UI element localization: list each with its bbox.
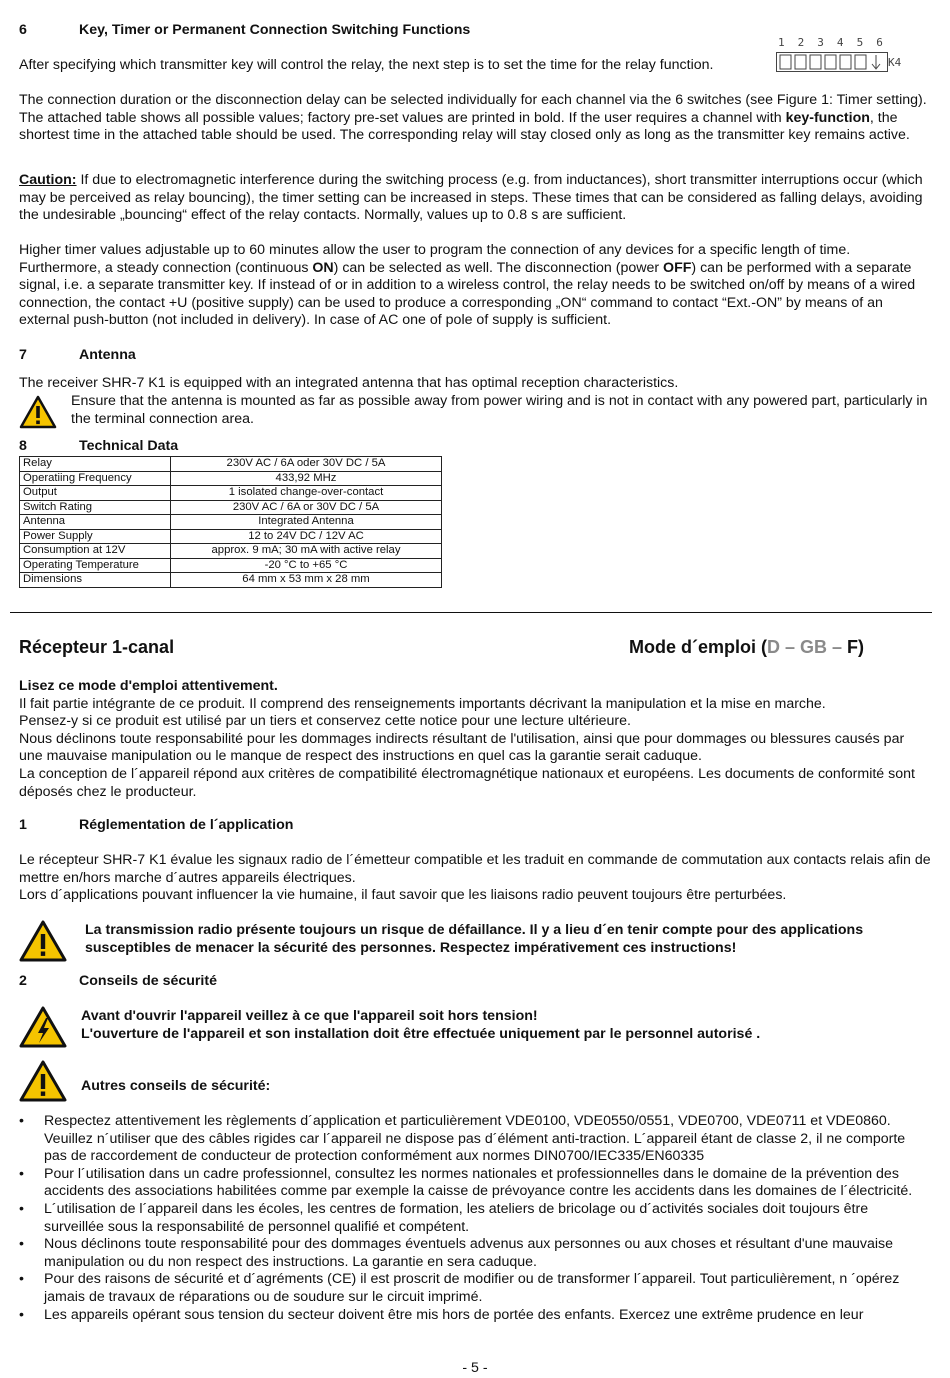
fr-intro [19,678,931,801]
lang-d: D [767,637,780,657]
table-row [20,471,442,486]
section-title: Antenna [79,347,136,363]
table-cell: Dimensions [20,573,171,588]
caution-label: Caution: [19,172,77,188]
fr-title: Récepteur 1-canal [19,637,175,657]
table-cell: 433,92 MHz [171,471,442,486]
section-title: Technical Data [79,438,179,454]
list-item: • L´utilisation de l´appareil dans les écoles, les centres de formation, les ateliers de bricolage ou d´activités sociales doit toujours être surveillée sous la responsabilité de personnel qualifié et compétent. [19,1201,931,1236]
electric-warning-icon [19,1006,67,1048]
section-7-heading [19,347,931,365]
technical-data-table [19,456,442,588]
table-cell: Operating Temperature [20,558,171,573]
list-item: • Nous déclinons toute responsabilité pour des dommages éventuels advenus aux personnes ou aux choses et résultant d'une mauvaise manipulation ou du non respect des instructions. La garantie en sera caduque. [19,1236,931,1271]
paragraph [19,92,931,145]
fr-section-2-heading [19,973,931,991]
table-row [20,529,442,544]
section-title: Conseils de sécurité [79,973,217,989]
section-number: 8 [19,438,27,454]
table-row [20,486,442,501]
section-8-heading [19,438,931,456]
warning-icon [19,395,57,429]
table-row [20,515,442,530]
dip-switch-numbers: 1 2 3 4 5 6 [778,36,887,49]
warning-line: L'ouverture de l'appareil et son installation doit être effectuée uniquement par le personnel autorisé . [81,1025,761,1042]
section-number: 1 [19,817,27,833]
table-cell: 1 isolated change-over-contact [171,486,442,501]
section-7-para-1 [19,375,931,393]
paragraph: Pensez-y si ce produit est utilisé par un tiers et conservez cette notice pour une lecture ultérieure. [19,713,631,730]
text: , the shortest time in the attached table should be used. The corresponding relay will stay closed only as long as the transmitter key remains active. [19,109,910,144]
separator: – [827,637,848,657]
table-cell: 12 to 24V DC / 12V AC [171,529,442,544]
table-cell: Consumption at 12V [20,544,171,559]
table-cell: Integrated Antenna [171,515,442,530]
intro-bold: Lisez ce mode d'emploi attentivement. [19,678,278,694]
bold-text: OFF [663,259,692,276]
bold-text: key-function [785,109,870,126]
warning-icon [19,920,67,962]
section-number: 6 [19,22,27,38]
table-cell: 230V AC / 6A oder 30V DC / 5A [171,457,442,472]
table-cell: Output [20,486,171,501]
table-row [20,457,442,472]
text: ) can be performed with a separate signal, i.e. a separate transmitter key. If instead of or in addition to a wireless control, the relay needs to be switched on/off by means of a wired connection, the contact +U (positive supply) can be used to produce a corresponding „ON“ command to contact “Ext.-ON” by means of an external push-button (not included in delivery). In case of AC one of pole of supply is sufficient. [19,259,916,329]
text: ) can be selected as well. The disconnection (power [333,259,664,276]
section-6-para-2 [19,92,931,145]
table-cell: approx. 9 mA; 30 mA with active relay [171,544,442,559]
table-row [20,544,442,559]
paragraph: La conception de l´appareil répond aux critères de compatibilité électromagnétique nationaux et européens. Les documents de conformité sont déposés chez le producteur. [19,765,915,800]
paragraph: The receiver SHR-7 K1 is equipped with an integrated antenna that has optimal reception characteristics. [19,375,679,391]
table-row [20,500,442,515]
text: If due to electromagnetic interference during the switching process (e.g. from inductances), short transmitter interruptions occur (which may be perceived as relay bouncing), the timer setting can be increased in steps. These times that can be considered as falling delays, avoiding the undesirable „bouncing“ effect of the relay contacts. Normally, values up to 0.8 s are sufficient. [19,172,923,224]
table-cell: Antenna [20,515,171,530]
table-row [20,573,442,588]
section-6-para-3 [19,242,931,330]
list-item: • Respectez attentivement les règlements d´application et particulièrement VDE0100, VDE0550/0551, VDE0700, VDE0711 et VDE0860. Veuillez n´utiliser que des câbles rigides car l´appareil ne dispose pas d´élément anti-traction. L´appareil étant de classe 2, il ne comporte pas de raccordement de conducteur de protection conformément aux normes DIN0700/IEC335/EN60335 [19,1113,931,1166]
section-title: Réglementation de l´application [79,817,294,833]
dip-switch-icon [776,52,888,72]
table-cell: Switch Rating [20,500,171,515]
dip-switch-figure [776,34,916,76]
table-cell: Power Supply [20,529,171,544]
section-number: 7 [19,347,27,363]
text: Higher timer values adjustable up to 60 minutes allow the user to program the connection of any devices for a specific length of time. Furthermore, a steady connection (continuous [19,242,851,276]
fr-safety-list [19,1113,931,1324]
paragraph: Ensure that the antenna is mounted as far as possible away from power wiring and is not in contact with any powered part, particularly in the terminal connection area. [71,393,928,427]
caution-paragraph [19,172,931,225]
list-item: • Pour des raisons de sécurité et d´agréments (CE) il est proscrit de modifier ou de transformer l´appareil. Tout particulièrement, n ´opérez jamais de travaux de réparations ou de soudure sur le circuit imprimé. [19,1271,931,1306]
table-cell: Operatiing Frequency [20,471,171,486]
fr-section-1-text [19,852,931,905]
separator: – [780,637,801,657]
fr-warning-text: La transmission radio présente toujours un risque de défaillance. Il y a lieu d´en tenir compte pour des applications susceptibles de menacer la sécurité des personnes. Respectez impérativement ces instructions! [85,922,864,956]
table-cell: -20 °C to +65 °C [171,558,442,573]
section-number: 2 [19,973,27,989]
paragraph: After specifying which transmitter key will control the relay, the next step is to set the time for the relay function. [19,57,714,73]
fr-other-safety-heading: Autres conseils de sécurité: [81,1078,271,1094]
text: Mode d´emploi ( [629,637,767,657]
section-divider [10,612,932,613]
table-cell: Relay [20,457,171,472]
bold-text: ON [312,259,334,276]
table-row [20,558,442,573]
text: The connection duration or the disconnection delay can be selected individually for each channel via the 6 switches (see Figure 1: Timer setting). The attached table shows all possible values; factory pre-set values are printed in bold. If the user requires a channel with [19,92,927,126]
fr-mode-emploi [629,636,864,658]
section-7-para-2 [71,393,931,428]
table-cell: 64 mm x 53 mm x 28 mm [171,573,442,588]
paragraph: Le récepteur SHR-7 K1 évalue les signaux radio de l´émetteur compatible et les traduit en commande de commutation aux contacts relais afin de mettre en/hors marche d´autres appareils électriques. [19,852,931,886]
paragraph: Il fait partie intégrante de ce produit. Il comprend des renseignements importants décrivant la manipulation et la mise en marche. [19,695,826,712]
table-cell: 230V AC / 6A or 30V DC / 5A [171,500,442,515]
list-item: • Pour l´utilisation dans un cadre professionnel, consultez les normes nationales et professionnelles dans le domaine de la prévention des accidents des associations habilitées comme par exemple la caisse de prévoyance contre les accidents dans les domaines de l´électricité. [19,1166,931,1201]
warning-line: Avant d'ouvrir l'appareil veillez à ce que l'appareil soit hors tension! [81,1008,538,1024]
section-title: Key, Timer or Permanent Connection Switching Functions [79,22,471,38]
lang-gb: GB [800,637,828,657]
lang-f: F) [847,637,865,657]
list-item: • Les appareils opérant sous tension du secteur doivent être mis hors de portée des enfants. Exercez une extrême prudence en leur [19,1307,931,1325]
paragraph: Nous déclinons toute responsabilité pour les dommages indirects résultant de l'utilisation, ainsi que pour dommages ou blessures causés par une mauvaise manipulation ou le manque de respect des instructions en quel cas la garantie serait caduque. [19,730,905,765]
dip-switch-label: K4 [888,56,902,69]
fr-section-1-heading [19,817,931,835]
page-number: - 5 - [462,1360,488,1376]
warning-icon [19,1060,67,1102]
fr-section-2-warning [81,1008,931,1043]
paragraph: Lors d´applications pouvant influencer la vie humaine, il faut savoir que les liaisons radio peuvent toujours être perturbées. [19,887,787,904]
section-6-para-1 [19,57,719,75]
